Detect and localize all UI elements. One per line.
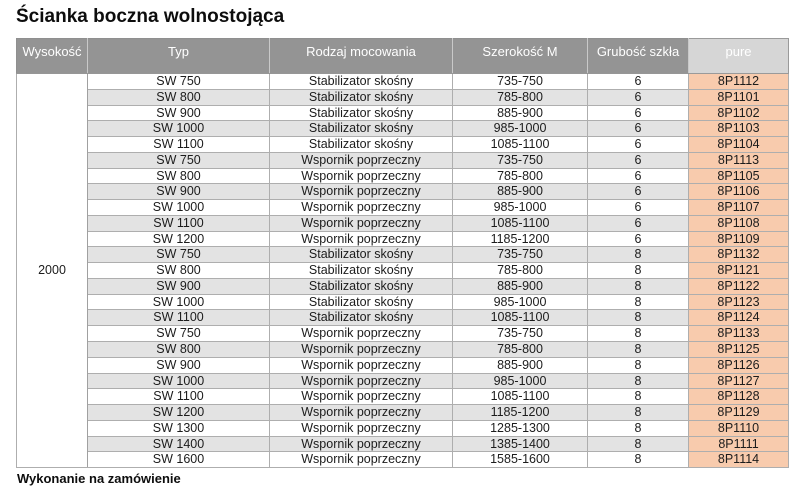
column-header-grubo-szk-a: Grubość szkła <box>588 39 689 74</box>
width-cell: 1385-1400 <box>453 436 588 452</box>
pure-code-cell: 8P1101 <box>689 89 789 105</box>
mounting-cell: Wspornik poprzeczny <box>270 326 453 342</box>
pure-code-cell: 8P1125 <box>689 342 789 358</box>
pure-code-cell: 8P1110 <box>689 420 789 436</box>
type-cell: SW 800 <box>88 89 270 105</box>
pure-code-cell: 8P1114 <box>689 452 789 468</box>
pure-code-cell: 8P1111 <box>689 436 789 452</box>
type-cell: SW 900 <box>88 278 270 294</box>
glass-thickness-cell: 8 <box>588 452 689 468</box>
table-row <box>17 342 789 358</box>
table-header <box>17 39 789 74</box>
pure-code-cell: 8P1104 <box>689 137 789 153</box>
pure-code-cell: 8P1121 <box>689 263 789 279</box>
mounting-cell: Stabilizator skośny <box>270 105 453 121</box>
type-cell: SW 1100 <box>88 389 270 405</box>
table-row <box>17 89 789 105</box>
table-row <box>17 373 789 389</box>
glass-thickness-cell: 6 <box>588 152 689 168</box>
width-cell: 735-750 <box>453 326 588 342</box>
pure-code-cell: 8P1129 <box>689 405 789 421</box>
width-cell: 1285-1300 <box>453 420 588 436</box>
mounting-cell: Wspornik poprzeczny <box>270 373 453 389</box>
width-cell: 1185-1200 <box>453 405 588 421</box>
width-cell: 1085-1100 <box>453 215 588 231</box>
glass-thickness-cell: 6 <box>588 168 689 184</box>
table-row <box>17 168 789 184</box>
type-cell: SW 1200 <box>88 405 270 421</box>
type-cell: SW 800 <box>88 168 270 184</box>
glass-thickness-cell: 8 <box>588 342 689 358</box>
width-cell: 785-800 <box>453 89 588 105</box>
glass-thickness-cell: 6 <box>588 231 689 247</box>
width-cell: 885-900 <box>453 184 588 200</box>
pure-code-cell: 8P1126 <box>689 357 789 373</box>
type-cell: SW 1000 <box>88 373 270 389</box>
table-header-row <box>17 39 789 74</box>
pure-code-cell: 8P1122 <box>689 278 789 294</box>
table-row <box>17 121 789 137</box>
table-row <box>17 137 789 153</box>
table-row <box>17 200 789 216</box>
glass-thickness-cell: 8 <box>588 310 689 326</box>
width-cell: 1585-1600 <box>453 452 588 468</box>
column-header-wysoko: Wysokość <box>17 39 88 74</box>
type-cell: SW 1100 <box>88 215 270 231</box>
mounting-cell: Wspornik poprzeczny <box>270 420 453 436</box>
mounting-cell: Wspornik poprzeczny <box>270 215 453 231</box>
glass-thickness-cell: 8 <box>588 405 689 421</box>
mounting-cell: Stabilizator skośny <box>270 137 453 153</box>
width-cell: 885-900 <box>453 278 588 294</box>
type-cell: SW 750 <box>88 74 270 90</box>
glass-thickness-cell: 8 <box>588 263 689 279</box>
product-table <box>16 38 789 468</box>
mounting-cell: Wspornik poprzeczny <box>270 405 453 421</box>
table-row <box>17 420 789 436</box>
pure-code-cell: 8P1128 <box>689 389 789 405</box>
type-cell: SW 750 <box>88 247 270 263</box>
type-cell: SW 900 <box>88 357 270 373</box>
table-body <box>17 74 789 468</box>
table-row <box>17 294 789 310</box>
glass-thickness-cell: 6 <box>588 121 689 137</box>
page-title: Ścianka boczna wolnostojąca <box>16 6 285 27</box>
footnote-clipped: Wykonanie na zamówienie <box>17 471 181 486</box>
type-cell: SW 1600 <box>88 452 270 468</box>
mounting-cell: Wspornik poprzeczny <box>270 357 453 373</box>
type-cell: SW 1000 <box>88 200 270 216</box>
width-cell: 985-1000 <box>453 121 588 137</box>
mounting-cell: Stabilizator skośny <box>270 263 453 279</box>
table-row <box>17 436 789 452</box>
table-row <box>17 310 789 326</box>
mounting-cell: Wspornik poprzeczny <box>270 389 453 405</box>
type-cell: SW 900 <box>88 184 270 200</box>
mounting-cell: Wspornik poprzeczny <box>270 152 453 168</box>
glass-thickness-cell: 8 <box>588 278 689 294</box>
glass-thickness-cell: 8 <box>588 436 689 452</box>
mounting-cell: Stabilizator skośny <box>270 310 453 326</box>
table-row <box>17 105 789 121</box>
glass-thickness-cell: 8 <box>588 247 689 263</box>
mounting-cell: Wspornik poprzeczny <box>270 436 453 452</box>
column-header-rodzaj-mocowania: Rodzaj mocowania <box>270 39 453 74</box>
mounting-cell: Wspornik poprzeczny <box>270 184 453 200</box>
glass-thickness-cell: 8 <box>588 326 689 342</box>
type-cell: SW 1200 <box>88 231 270 247</box>
type-cell: SW 800 <box>88 342 270 358</box>
width-cell: 735-750 <box>453 247 588 263</box>
type-cell: SW 800 <box>88 263 270 279</box>
glass-thickness-cell: 6 <box>588 215 689 231</box>
table-row <box>17 357 789 373</box>
mounting-cell: Stabilizator skośny <box>270 74 453 90</box>
glass-thickness-cell: 6 <box>588 74 689 90</box>
width-cell: 985-1000 <box>453 373 588 389</box>
glass-thickness-cell: 6 <box>588 184 689 200</box>
width-cell: 785-800 <box>453 168 588 184</box>
table-row <box>17 326 789 342</box>
width-cell: 1185-1200 <box>453 231 588 247</box>
width-cell: 985-1000 <box>453 200 588 216</box>
mounting-cell: Stabilizator skośny <box>270 247 453 263</box>
width-cell: 735-750 <box>453 152 588 168</box>
width-cell: 1085-1100 <box>453 389 588 405</box>
pure-code-cell: 8P1113 <box>689 152 789 168</box>
glass-thickness-cell: 6 <box>588 137 689 153</box>
type-cell: SW 1000 <box>88 121 270 137</box>
type-cell: SW 750 <box>88 152 270 168</box>
mounting-cell: Stabilizator skośny <box>270 121 453 137</box>
pure-code-cell: 8P1102 <box>689 105 789 121</box>
width-cell: 785-800 <box>453 263 588 279</box>
glass-thickness-cell: 8 <box>588 294 689 310</box>
glass-thickness-cell: 8 <box>588 373 689 389</box>
mounting-cell: Stabilizator skośny <box>270 89 453 105</box>
mounting-cell: Wspornik poprzeczny <box>270 200 453 216</box>
width-cell: 785-800 <box>453 342 588 358</box>
type-cell: SW 1000 <box>88 294 270 310</box>
type-cell: SW 1100 <box>88 310 270 326</box>
glass-thickness-cell: 8 <box>588 357 689 373</box>
pure-code-cell: 8P1133 <box>689 326 789 342</box>
pure-code-cell: 8P1105 <box>689 168 789 184</box>
width-cell: 1085-1100 <box>453 310 588 326</box>
type-cell: SW 750 <box>88 326 270 342</box>
type-cell: SW 1100 <box>88 137 270 153</box>
column-header-pure: pure <box>689 39 789 74</box>
table-row <box>17 152 789 168</box>
table-row <box>17 231 789 247</box>
mounting-cell: Stabilizator skośny <box>270 278 453 294</box>
table-row <box>17 452 789 468</box>
table-row <box>17 263 789 279</box>
width-cell: 885-900 <box>453 105 588 121</box>
width-cell: 735-750 <box>453 74 588 90</box>
width-cell: 985-1000 <box>453 294 588 310</box>
height-merged-cell: 2000 <box>17 74 88 468</box>
table-row <box>17 74 789 90</box>
pure-code-cell: 8P1132 <box>689 247 789 263</box>
pure-code-cell: 8P1106 <box>689 184 789 200</box>
column-header-szeroko-m: Szerokość M <box>453 39 588 74</box>
pure-code-cell: 8P1103 <box>689 121 789 137</box>
table-row <box>17 405 789 421</box>
pure-code-cell: 8P1112 <box>689 74 789 90</box>
table-row <box>17 215 789 231</box>
mounting-cell: Wspornik poprzeczny <box>270 231 453 247</box>
pure-code-cell: 8P1124 <box>689 310 789 326</box>
type-cell: SW 1300 <box>88 420 270 436</box>
table-row <box>17 247 789 263</box>
width-cell: 885-900 <box>453 357 588 373</box>
pure-code-cell: 8P1107 <box>689 200 789 216</box>
pure-code-cell: 8P1123 <box>689 294 789 310</box>
pure-code-cell: 8P1127 <box>689 373 789 389</box>
width-cell: 1085-1100 <box>453 137 588 153</box>
glass-thickness-cell: 6 <box>588 89 689 105</box>
column-header-typ: Typ <box>88 39 270 74</box>
type-cell: SW 900 <box>88 105 270 121</box>
mounting-cell: Wspornik poprzeczny <box>270 342 453 358</box>
mounting-cell: Wspornik poprzeczny <box>270 168 453 184</box>
pure-code-cell: 8P1108 <box>689 215 789 231</box>
pure-code-cell: 8P1109 <box>689 231 789 247</box>
type-cell: SW 1400 <box>88 436 270 452</box>
table-row <box>17 389 789 405</box>
glass-thickness-cell: 8 <box>588 420 689 436</box>
glass-thickness-cell: 6 <box>588 105 689 121</box>
glass-thickness-cell: 8 <box>588 389 689 405</box>
mounting-cell: Wspornik poprzeczny <box>270 452 453 468</box>
table-row <box>17 184 789 200</box>
mounting-cell: Stabilizator skośny <box>270 294 453 310</box>
glass-thickness-cell: 6 <box>588 200 689 216</box>
table-row <box>17 278 789 294</box>
